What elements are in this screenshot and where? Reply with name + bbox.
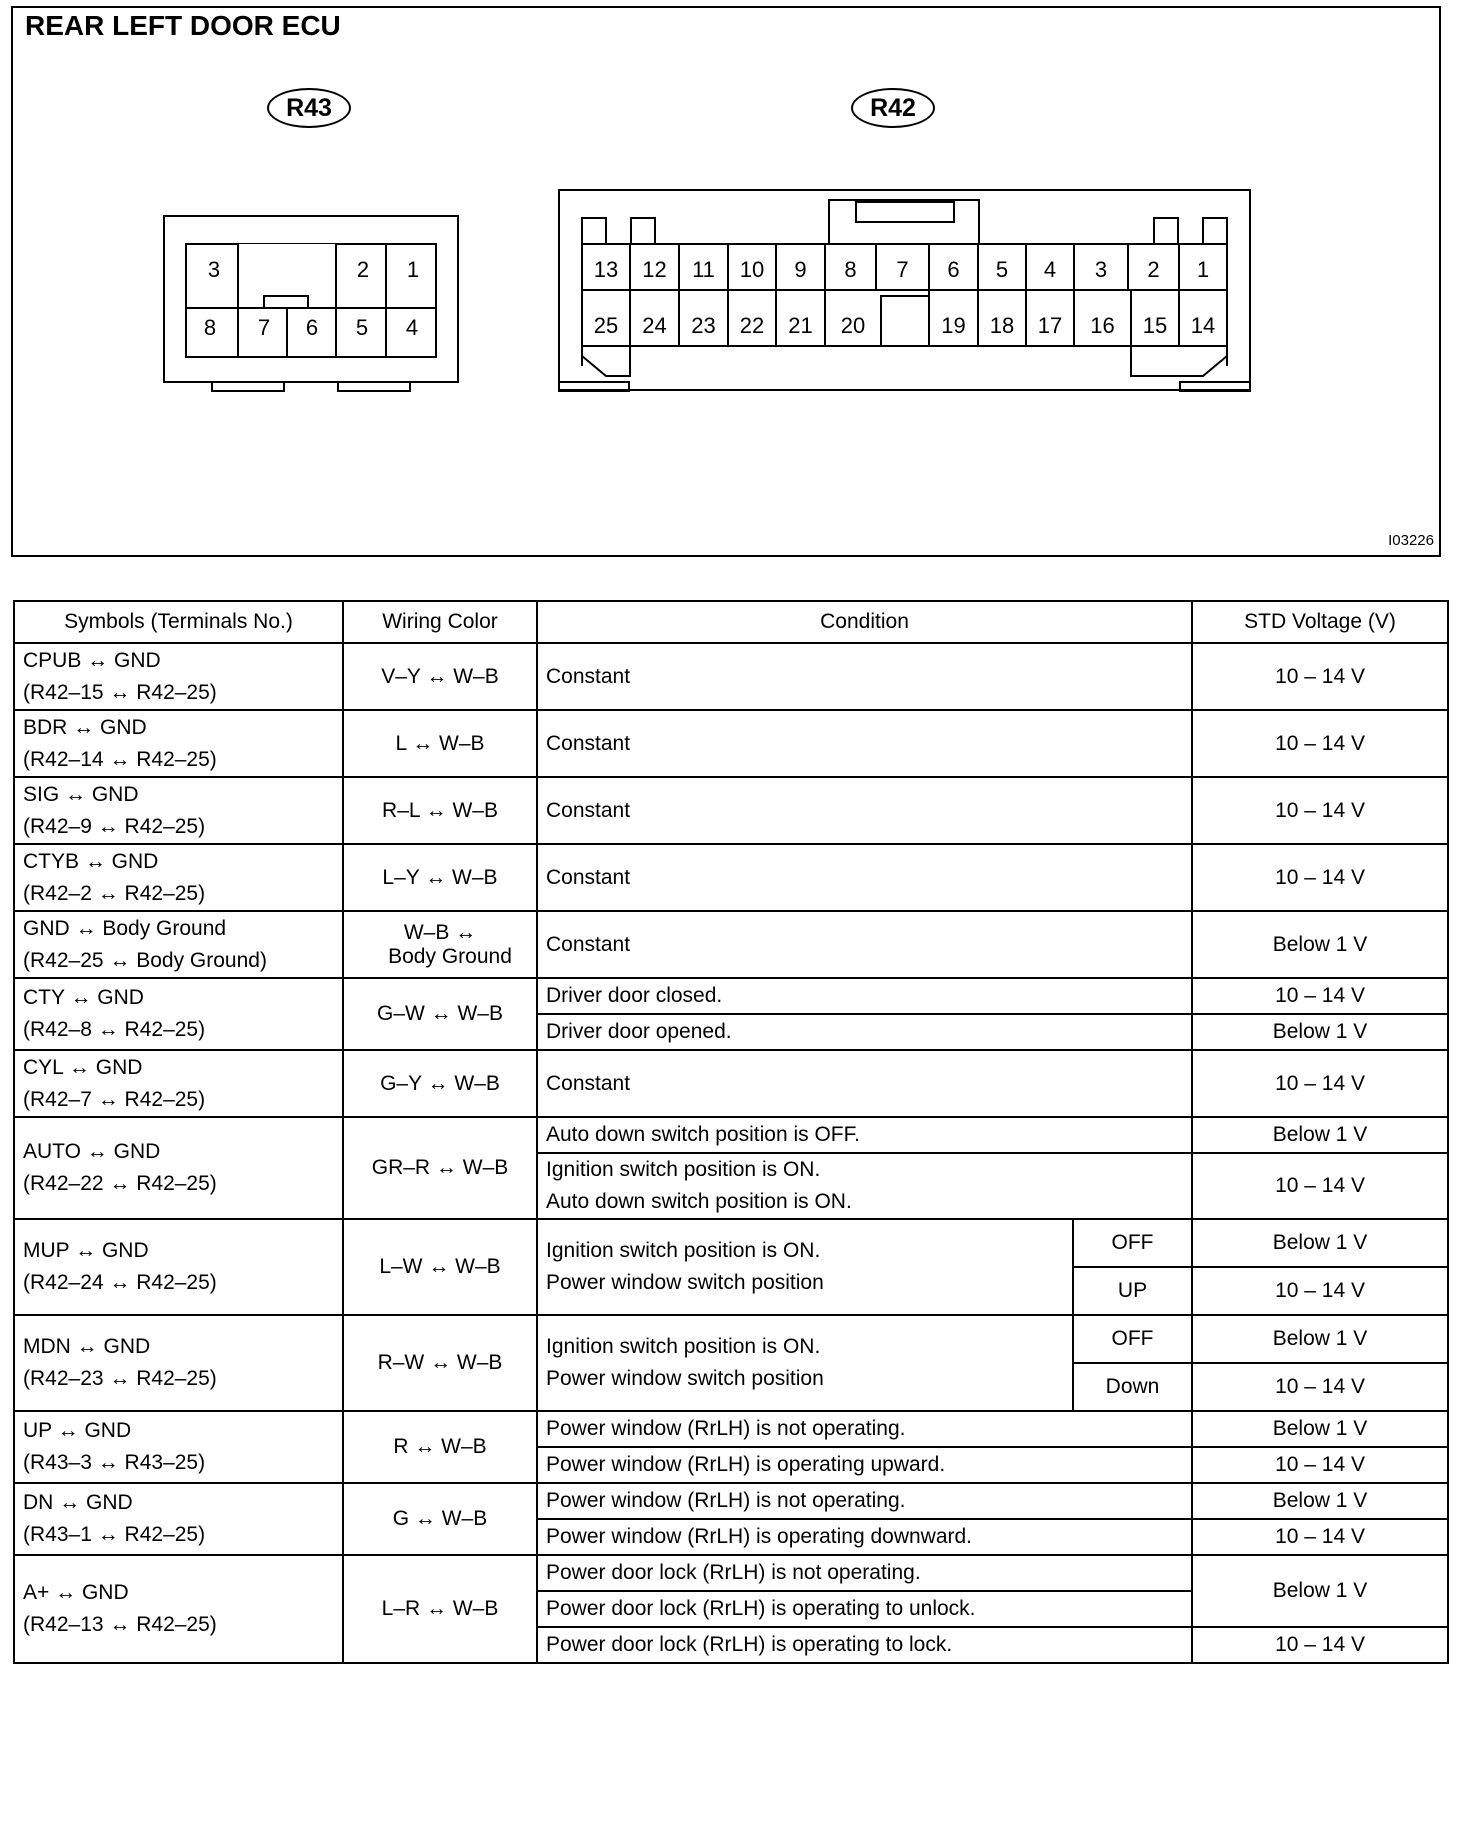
connector-r43 — [164, 216, 458, 391]
voltage-text: Below 1 V — [1272, 1123, 1368, 1146]
wiring-color-cell — [343, 978, 537, 1050]
table-row — [14, 1555, 1448, 1591]
voltage-text: 10 – 14 V — [1275, 1633, 1365, 1656]
symbol-text: GND ↔ Body Ground — [23, 916, 227, 940]
voltage-cell — [1192, 1050, 1448, 1117]
symbol-cell — [14, 1483, 343, 1555]
terminal-voltage-table — [13, 600, 1449, 1664]
diagram-title: REAR LEFT DOOR ECU — [25, 10, 341, 41]
terminals-text: (R43–3 ↔ R43–25) — [23, 1451, 206, 1474]
voltage-cell — [1192, 1447, 1448, 1483]
terminals-text: (R42–14 ↔ R42–25) — [23, 747, 217, 771]
voltage-cell — [1192, 844, 1448, 911]
terminals-text: (R42–25 ↔ Body Ground) — [23, 948, 267, 972]
symbol-cell — [14, 777, 343, 844]
voltage-text: Below 1 V — [1272, 1327, 1368, 1350]
condition-text: Constant — [546, 932, 631, 956]
symbol-cell — [14, 643, 343, 710]
voltage-cell — [1192, 1153, 1448, 1219]
voltage-text: Below 1 V — [1272, 1417, 1368, 1440]
terminals-text: (R42–15 ↔ R42–25) — [23, 680, 217, 704]
symbol-cell — [14, 1555, 343, 1663]
symbol-text: CTY ↔ GND — [23, 986, 144, 1009]
switch-position-text: OFF — [1111, 1231, 1154, 1254]
condition-text: Ignition switch position is ON. — [546, 1158, 821, 1181]
condition-cell — [537, 1447, 1192, 1483]
wiring-color-cell — [343, 643, 537, 710]
symbol-text: CTYB ↔ GND — [23, 849, 159, 873]
wiring-color-text: V–Y ↔ W–B — [381, 664, 499, 688]
wiring-color-text: L ↔ W–B — [395, 731, 485, 755]
condition-text: Power door lock (RrLH) is operating to unlock. — [546, 1597, 976, 1620]
condition-text: Power window (RrLH) is not operating. — [546, 1417, 906, 1440]
symbol-text: MUP ↔ GND — [23, 1239, 149, 1262]
condition-cell — [537, 911, 1192, 978]
condition-cell — [537, 1153, 1192, 1219]
symbol-text: AUTO ↔ GND — [23, 1140, 161, 1163]
r42-pin: 5 — [995, 257, 1009, 282]
r42-pin: 24 — [642, 313, 667, 338]
voltage-text: Below 1 V — [1272, 1231, 1368, 1254]
voltage-text: Below 1 V — [1272, 1489, 1368, 1512]
condition-text: Ignition switch position is ON. — [546, 1239, 821, 1262]
symbol-cell — [14, 1411, 343, 1483]
connector-r42 — [559, 190, 1250, 391]
condition-cell — [537, 1555, 1192, 1591]
terminals-text: (R43–1 ↔ R42–25) — [23, 1523, 206, 1546]
condition-cell — [537, 1483, 1192, 1519]
condition-cell — [537, 1315, 1073, 1411]
r42-pin: 4 — [1043, 257, 1057, 282]
r42-pin: 21 — [788, 313, 813, 338]
symbol-text: MDN ↔ GND — [23, 1335, 151, 1358]
switch-position-text: Down — [1105, 1375, 1160, 1398]
condition-cell — [537, 1519, 1192, 1555]
condition-text: Constant — [546, 798, 631, 822]
r42-pin: 17 — [1037, 313, 1063, 338]
r43-pin: 3 — [207, 257, 221, 282]
condition-cell — [537, 643, 1192, 710]
table-row — [14, 911, 1448, 978]
r42-pin: 7 — [896, 257, 909, 282]
voltage-cell — [1192, 643, 1448, 710]
r42-pin: 12 — [642, 257, 667, 282]
connector-label-r43: R43 — [267, 88, 351, 128]
switch-position-text: UP — [1117, 1279, 1148, 1302]
voltage-cell — [1192, 1014, 1448, 1050]
header-symbols: Symbols (Terminals No.) — [14, 601, 343, 643]
r42-pin: 6 — [947, 257, 960, 282]
table-row — [14, 1117, 1448, 1153]
voltage-text: 10 – 14 V — [1275, 1279, 1365, 1302]
condition-text: Power window switch position — [546, 1367, 824, 1390]
voltage-text: 10 – 14 V — [1275, 798, 1365, 822]
voltage-cell — [1192, 1117, 1448, 1153]
wiring-color-text: R ↔ W–B — [393, 1435, 487, 1458]
r42-pin: 23 — [691, 313, 716, 338]
symbol-cell — [14, 1050, 343, 1117]
header-condition: Condition — [537, 601, 1192, 643]
voltage-text: 10 – 14 V — [1275, 664, 1365, 688]
symbol-cell — [14, 844, 343, 911]
r42-pin: 11 — [692, 257, 715, 282]
r43-pin: 8 — [203, 315, 217, 340]
voltage-cell — [1192, 978, 1448, 1014]
r43-pin: 5 — [355, 315, 369, 340]
condition-text: Power window (RrLH) is operating upward. — [546, 1453, 946, 1476]
wiring-color-cell — [343, 1555, 537, 1663]
connector-label-r42: R42 — [851, 88, 935, 128]
figure-code: I03226 — [1388, 532, 1434, 549]
condition-text: Constant — [546, 731, 631, 755]
r42-pin: 1 — [1196, 257, 1210, 282]
r42-pin: 13 — [593, 257, 619, 282]
voltage-text: 10 – 14 V — [1275, 1375, 1365, 1398]
wiring-color-cell — [343, 1483, 537, 1555]
voltage-cell — [1192, 1363, 1448, 1411]
r43-pin: 7 — [257, 315, 271, 340]
r42-pin: 9 — [794, 257, 807, 282]
switch-position-text: OFF — [1111, 1327, 1154, 1350]
condition-text: Constant — [546, 1071, 631, 1095]
switch-position-cell — [1073, 1267, 1192, 1315]
condition-cell — [537, 1050, 1192, 1117]
switch-position-cell — [1073, 1315, 1192, 1363]
voltage-cell — [1192, 1555, 1448, 1627]
condition-text: Driver door opened. — [546, 1020, 732, 1043]
wiring-color-cell — [343, 844, 537, 911]
voltage-text: 10 – 14 V — [1275, 1453, 1365, 1476]
wiring-color-text: Body Ground — [388, 944, 512, 968]
condition-text: Power window (RrLH) is not operating. — [546, 1489, 906, 1512]
condition-cell — [537, 1117, 1192, 1153]
voltage-cell — [1192, 1219, 1448, 1267]
r42-pin: 3 — [1094, 257, 1108, 282]
condition-cell — [537, 710, 1192, 777]
condition-text: Auto down switch position is ON. — [546, 1190, 852, 1213]
wiring-color-cell — [343, 911, 537, 978]
symbol-text: CYL ↔ GND — [23, 1055, 143, 1079]
r42-pin: 19 — [941, 313, 966, 338]
wiring-color-text: G–W ↔ W–B — [376, 1002, 503, 1025]
condition-cell — [537, 1627, 1192, 1663]
condition-text: Constant — [546, 664, 631, 688]
voltage-cell — [1192, 1627, 1448, 1663]
condition-text: Power door lock (RrLH) is not operating. — [546, 1561, 921, 1584]
table-row — [14, 1411, 1448, 1447]
wiring-color-text: L–R ↔ W–B — [381, 1597, 499, 1620]
wiring-color-text: R–L ↔ W–B — [382, 798, 498, 822]
voltage-text: 10 – 14 V — [1275, 1525, 1365, 1548]
voltage-cell — [1192, 710, 1448, 777]
condition-cell — [537, 978, 1192, 1014]
wiring-color-cell — [343, 1117, 537, 1219]
r42-pin: 16 — [1090, 313, 1115, 338]
wiring-color-text: L–Y ↔ W–B — [382, 865, 498, 889]
wiring-color-cell — [343, 1411, 537, 1483]
wiring-color-text: G–Y ↔ W–B — [380, 1071, 500, 1095]
condition-text: Power window (RrLH) is operating downward. — [546, 1525, 973, 1548]
voltage-cell — [1192, 1519, 1448, 1555]
condition-text: Power door lock (RrLH) is operating to lock. — [546, 1633, 953, 1656]
terminals-text: (R42–22 ↔ R42–25) — [23, 1172, 217, 1195]
voltage-cell — [1192, 1483, 1448, 1519]
symbol-text: SIG ↔ GND — [23, 782, 139, 806]
r42-pin: 18 — [989, 313, 1015, 338]
wiring-color-cell — [343, 1050, 537, 1117]
r42-pin: 8 — [844, 257, 857, 282]
condition-cell — [537, 1219, 1073, 1315]
terminals-text: (R42–23 ↔ R42–25) — [23, 1367, 217, 1390]
symbol-text: A+ ↔ GND — [23, 1581, 129, 1604]
condition-text: Constant — [546, 865, 631, 889]
table-header-row — [14, 601, 1448, 643]
r42-pin: 20 — [840, 313, 866, 338]
wiring-color-cell — [343, 1219, 537, 1315]
condition-text: Power window switch position — [546, 1271, 824, 1294]
r42-pin: 14 — [1190, 313, 1216, 338]
table-row — [14, 1219, 1448, 1267]
wiring-color-cell — [343, 777, 537, 844]
r43-pin: 2 — [356, 257, 370, 282]
table-row — [14, 1483, 1448, 1519]
voltage-text: 10 – 14 V — [1275, 1071, 1365, 1095]
voltage-text: 10 – 14 V — [1275, 865, 1365, 889]
table-row — [14, 978, 1448, 1014]
wiring-color-cell — [343, 710, 537, 777]
header-wiring-color: Wiring Color — [343, 601, 537, 643]
voltage-cell — [1192, 1267, 1448, 1315]
wiring-color-text: R–W ↔ W–B — [377, 1351, 503, 1374]
wiring-color-text: GR–R ↔ W–B — [371, 1156, 509, 1179]
condition-text: Ignition switch position is ON. — [546, 1335, 821, 1358]
table-row — [14, 1315, 1448, 1363]
table-row — [14, 844, 1448, 911]
condition-cell — [537, 1014, 1192, 1050]
terminals-text: (R42–2 ↔ R42–25) — [23, 881, 206, 905]
condition-cell — [537, 1411, 1192, 1447]
voltage-cell — [1192, 777, 1448, 844]
table-row — [14, 1050, 1448, 1117]
symbol-cell — [14, 1315, 343, 1411]
terminals-text: (R42–7 ↔ R42–25) — [23, 1087, 206, 1111]
header-std-voltage: STD Voltage (V) — [1192, 601, 1448, 643]
table-row — [14, 710, 1448, 777]
condition-cell — [537, 1591, 1192, 1627]
voltage-text: 10 – 14 V — [1275, 731, 1365, 755]
symbol-cell — [14, 911, 343, 978]
r43-pin: 4 — [405, 315, 419, 340]
switch-position-cell — [1073, 1219, 1192, 1267]
voltage-text: Below 1 V — [1272, 1020, 1368, 1043]
terminals-text: (R42–24 ↔ R42–25) — [23, 1271, 217, 1294]
symbol-text: DN ↔ GND — [23, 1491, 133, 1514]
condition-cell — [537, 844, 1192, 911]
r42-pin: 15 — [1142, 313, 1168, 338]
symbol-text: CPUB ↔ GND — [23, 648, 161, 672]
r43-pin: 6 — [305, 315, 319, 340]
switch-position-cell — [1073, 1363, 1192, 1411]
r42-pin: 10 — [739, 257, 765, 282]
symbol-text: BDR ↔ GND — [23, 715, 147, 739]
wiring-color-text: W–B ↔ — [403, 920, 477, 944]
voltage-text: 10 – 14 V — [1275, 984, 1365, 1007]
voltage-text: Below 1 V — [1272, 1579, 1368, 1602]
r42-pin: 2 — [1147, 257, 1160, 282]
terminals-text: (R42–9 ↔ R42–25) — [23, 814, 206, 838]
symbol-cell — [14, 1117, 343, 1219]
r42-pin: 22 — [739, 313, 765, 338]
wiring-color-text: G ↔ W–B — [392, 1507, 488, 1530]
voltage-text: Below 1 V — [1272, 932, 1368, 956]
connector-drawings — [0, 0, 1472, 560]
r43-pin: 1 — [406, 257, 420, 282]
wiring-color-cell — [343, 1315, 537, 1411]
wiring-color-text: L–W ↔ W–B — [379, 1255, 501, 1278]
condition-text: Driver door closed. — [546, 984, 723, 1007]
table-row — [14, 643, 1448, 710]
terminals-text: (R42–13 ↔ R42–25) — [23, 1613, 217, 1636]
symbol-text: UP ↔ GND — [23, 1419, 132, 1442]
r42-pin: 25 — [593, 313, 619, 338]
voltage-cell — [1192, 911, 1448, 978]
voltage-cell — [1192, 1315, 1448, 1363]
voltage-text: 10 – 14 V — [1275, 1174, 1365, 1197]
voltage-cell — [1192, 1411, 1448, 1447]
terminals-text: (R42–8 ↔ R42–25) — [23, 1018, 206, 1041]
table-row — [14, 777, 1448, 844]
symbol-cell — [14, 1219, 343, 1315]
symbol-cell — [14, 978, 343, 1050]
condition-cell — [537, 777, 1192, 844]
symbol-cell — [14, 710, 343, 777]
condition-text: Auto down switch position is OFF. — [546, 1123, 860, 1146]
